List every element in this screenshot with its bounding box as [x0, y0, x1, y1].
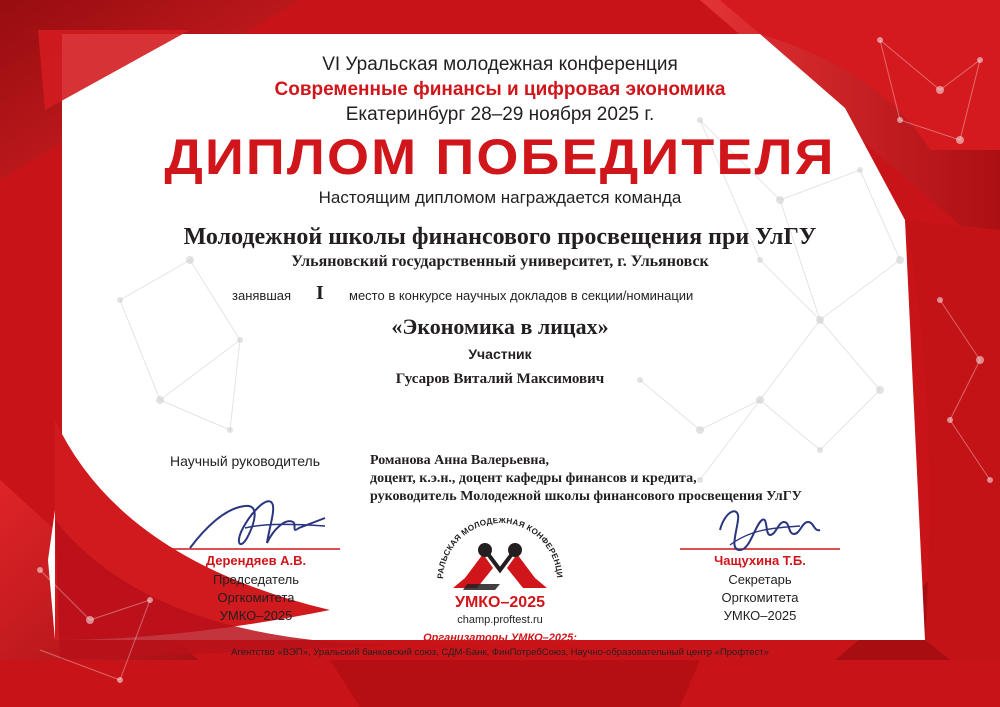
signature-right: [710, 500, 830, 560]
supervisor-label: Научный руководитель: [170, 453, 321, 469]
left-signatory-org: Оргкомитета: [217, 590, 295, 605]
supervisor-position: доцент, к.э.н., доцент кафедры финансов и кредита,: [370, 471, 697, 486]
place-description: место в конкурсе научных докладов в секции/номинации: [349, 288, 694, 303]
supervisor-role: руководитель Молодежной школы финансового просвещения УлГУ: [370, 489, 802, 504]
logo-emblem: [425, 518, 575, 598]
right-signatory-role: Секретарь: [728, 572, 792, 587]
location-date: Екатеринбург 28–29 ноября 2025 г.: [345, 104, 655, 125]
signature-left: [185, 488, 335, 558]
left-signatory-event: УМКО–2025: [219, 608, 293, 623]
participant-name: Гусаров Виталий Максимович: [395, 371, 605, 387]
diploma-title: ДИПЛОМ ПОБЕДИТЕЛЯ: [164, 129, 836, 185]
logo-arc-text: РАЛЬСКАЯ МОЛОДЕЖНАЯ КОНФЕРЕНЦИ: [435, 518, 565, 579]
conference-logo: [425, 518, 575, 628]
right-signatory-org: Оргкомитета: [721, 590, 799, 605]
participant-label: Участник: [468, 346, 532, 362]
conference-title: Современные финансы и цифровая экономика: [274, 79, 726, 100]
right-signatory-event: УМКО–2025: [723, 608, 797, 623]
left-signatory-name: Дерендяев А.В.: [205, 553, 307, 568]
section-name: «Экономика в лицах»: [391, 314, 609, 339]
supervisor-name: Романова Анна Валерьевна,: [370, 453, 549, 468]
team-university: Ульяновский государственный университет, г. Ульяновск: [291, 253, 709, 270]
organizers-title: Организаторы УМКО–2025:: [423, 632, 577, 644]
logo-site: champ.proftest.ru: [457, 614, 543, 626]
place-number: I: [316, 282, 324, 304]
conference-line: VI Уральская молодежная конференция: [322, 54, 678, 75]
award-intro: Настоящим дипломом награждается команда: [318, 188, 682, 207]
organizers-list: Агентство «ВЭП», Уральский банковский союз, СДМ-Банк, ФинПотребСоюз, Научно-образовательный центр «Профтест»: [231, 647, 769, 658]
right-signatory-name: Чащухина Т.Б.: [714, 553, 806, 568]
logo-name: УМКО–2025: [455, 594, 545, 611]
svg-text:УРАЛЬСКАЯ МОЛОДЕЖНАЯ КОНФЕРЕНЦ: [425, 518, 564, 579]
place-prefix: занявшая: [232, 288, 292, 303]
left-signatory-role: Председатель: [212, 572, 300, 587]
team-name: Молодежной школы финансового просвещения при УлГУ: [183, 224, 817, 250]
